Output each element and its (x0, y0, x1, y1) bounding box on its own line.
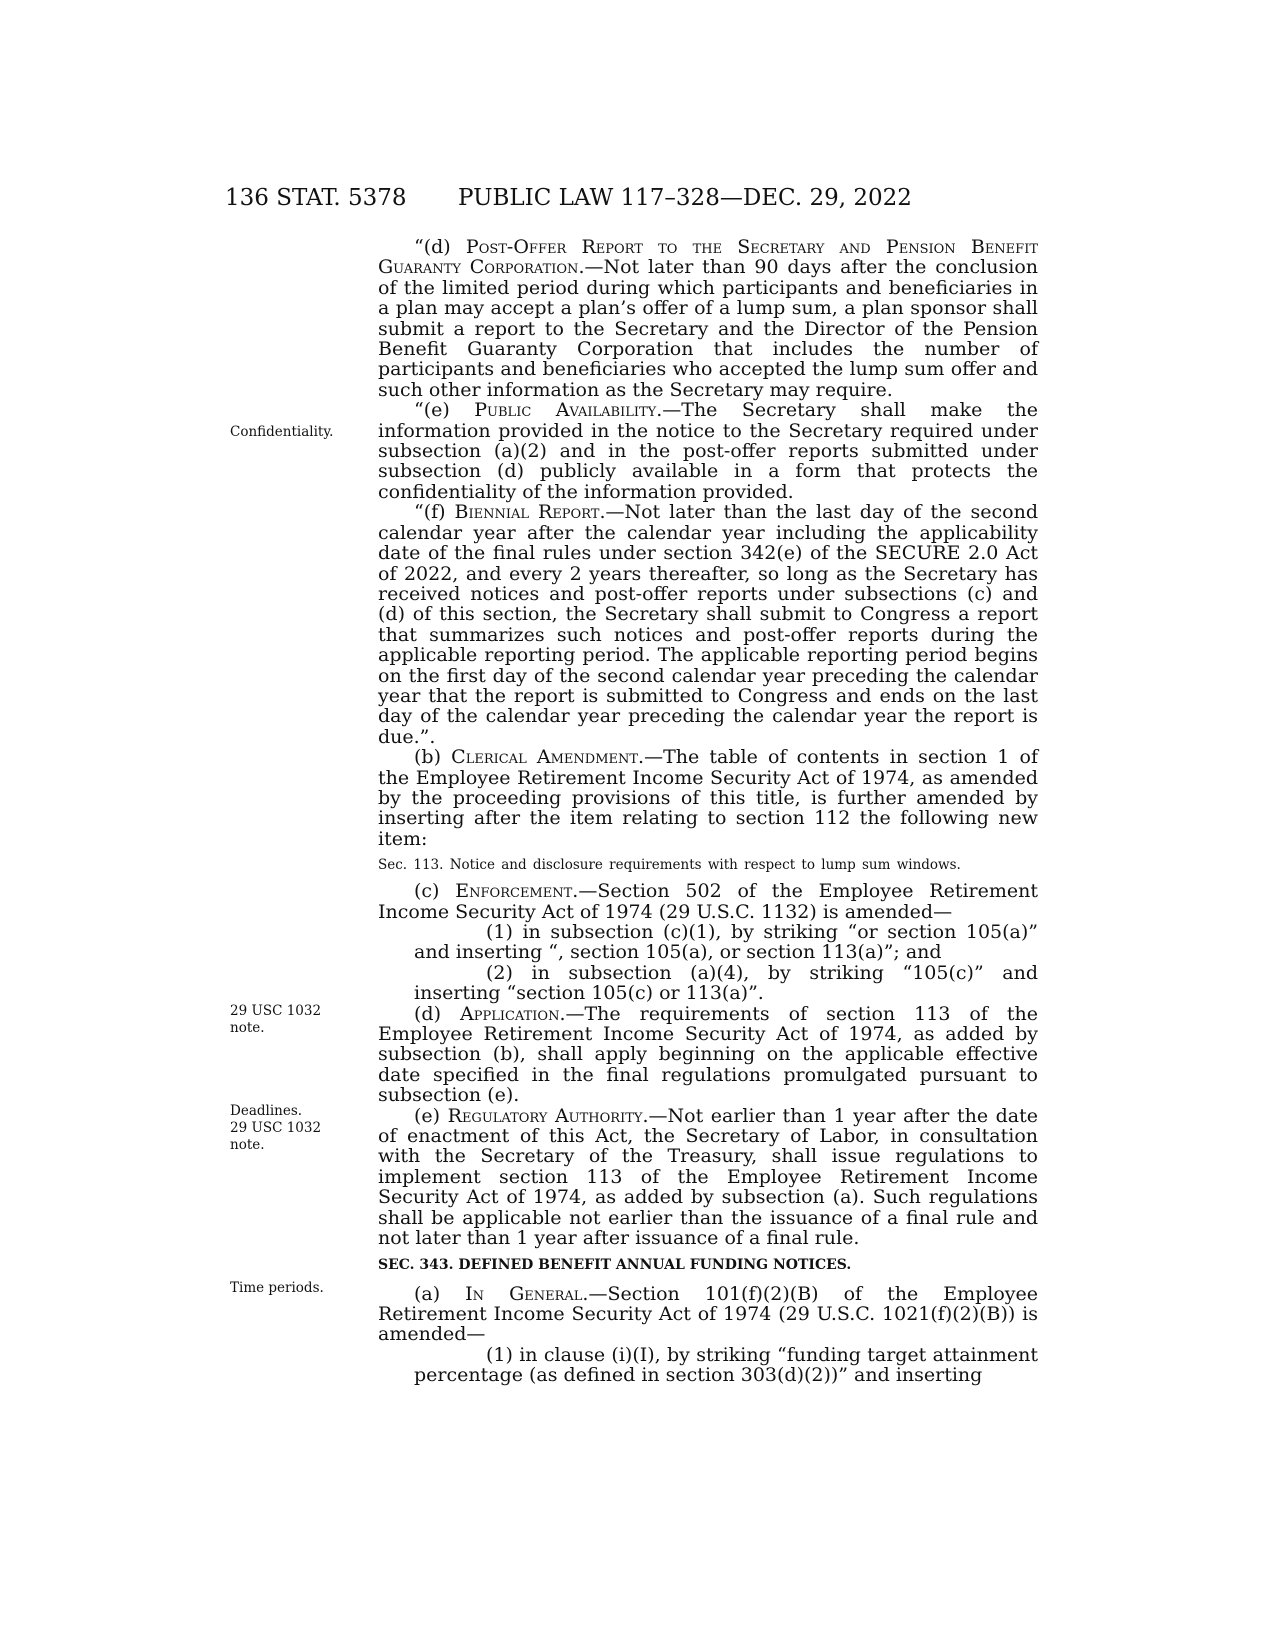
paragraph-label: (a) (414, 1282, 466, 1305)
paragraph-a-1: (1) in clause (i)(I), by striking “funding target attainment percentage (as defined in section 303(d)(2))” and inserting (414, 1343, 1038, 1387)
margin-note-confidentiality: Confidentiality. (230, 424, 334, 440)
paragraph-d-application (378, 1004, 1038, 1106)
paragraph-text: .—Section 502 of the Employee Retirement Income Security Act of 1974 (29 U.S.C. 1132) is amended— (378, 880, 1038, 923)
paragraph-label: “(f) (414, 501, 455, 524)
paragraph-label: (d) (414, 1002, 460, 1025)
paragraph-heading: Public Availability (474, 399, 657, 422)
paragraph-d-post-offer-report (378, 237, 1038, 400)
paragraph-text: .—Not later than 90 days after the conclusion of the limited period during which participants and beneficiaries in a plan may accept a plan’s offer of a lump sum, a plan sponsor shall submit a report to the Secretary and the Director of the Pension Benefit Guaranty Corporation that includes the number of participants and beneficiaries who accepted the lump sum offer and such other information as the Secretary may require. (378, 256, 1038, 401)
paragraph-heading: Application (460, 1002, 560, 1025)
paragraph-label: “(e) (414, 399, 475, 422)
paragraph-heading: Enforcement (455, 880, 573, 903)
paragraph-c-2: (2) in subsection (a)(4), by striking “105(c)” and inserting “section 105(c) or 113(a)”. (414, 961, 1038, 1005)
margin-note-line: note. (230, 1137, 265, 1153)
paragraph-f-biennial-report (378, 502, 1038, 747)
paragraph-e-public-availability (378, 400, 1038, 502)
margin-note-time-periods: Time periods. (230, 1280, 324, 1296)
paragraph-text: .—Section 101(f)(2)(B) of the Employee Retirement Income Security Act of 1974 (29 U.S.C. 1021(f)(2)(B)) is amended— (378, 1282, 1039, 1346)
margin-note-line: 29 USC 1032 (230, 1120, 322, 1136)
paragraph-text: .—Not later than the last day of the second calendar year after the calendar year including the applicability date of the final rules under section 342(e) of the SECURE 2.0 Act of 2022, and every 2 years thereafter, so long as the Secretary has received notices and post-offer reports under subsections (c) and (d) of this section, the Secretary shall submit to Congress a report that summarizes such notices and post-offer reports during the applicable reporting period. The applicable reporting period begins on the first day of the second calendar year preceding the calendar year that the report is submitted to Congress and ends on the last day of the calendar year preceding the calendar year the report is due.”. (378, 501, 1038, 748)
paragraph-heading: Biennial Report (454, 501, 600, 524)
paragraph-e-regulatory-authority (378, 1106, 1038, 1249)
margin-note-line: note. (230, 1020, 265, 1036)
margin-note-line: 29 USC 1032 (230, 1003, 322, 1019)
paragraph-c-1: (1) in subsection (c)(1), by striking “or section 105(a)” and inserting “, section 105(a), or section 113(a)”; and (414, 921, 1038, 964)
document-body (378, 237, 1038, 1386)
section-343-heading: SEC. 343. DEFINED BENEFIT ANNUAL FUNDING NOTICES. (378, 1256, 852, 1273)
margin-note-line: Deadlines. (230, 1103, 303, 1119)
paragraph-label: (e) (414, 1104, 448, 1127)
margin-note-usc-citation (230, 1003, 360, 1037)
paragraph-heading: Regulatory Authority (447, 1104, 643, 1127)
paragraph-b-clerical-amendment (378, 747, 1038, 849)
paragraph-label: (c) (414, 880, 456, 903)
paragraph-text: .—The requirements of section 113 of the Employee Retirement Income Security Act of 1974, as added by subsection (b), shall apply beginning on the applicable effective date specified in the final regulations promulgated pursuant to subsection (e). (378, 1002, 1039, 1107)
paragraph-a-in-general (378, 1284, 1038, 1345)
paragraph-label: “(d) (414, 236, 466, 258)
paragraph-c-enforcement (378, 881, 1038, 922)
paragraph-label: (b) (414, 746, 452, 769)
table-of-contents-item: Sec. 113. Notice and disclosure requirements with respect to lump sum windows. (378, 857, 961, 874)
paragraph-text: .—The Secretary shall make the information provided in the notice to the Secretary required under subsection (a)(2) and in the post-offer reports submitted under subsection (d) publicly available in a form that protects the confidentiality of the information provided. (378, 399, 1039, 503)
paragraph-heading: Clerical Amendment (451, 746, 639, 769)
paragraph-text: .—Not earlier than 1 year after the date of enactment of this Act, the Secretary of Labor, in consultation with the Secretary of the Treasury, shall issue regulations to implement section 113 of the Employee Retirement Income Security Act of 1974, as added by subsection (a). Such regulations shall be applicable not earlier than the issuance of a final rule and not later than 1 year after issuance of a final rule. (378, 1104, 1038, 1250)
public-law-header: PUBLIC LAW 117–328—DEC. 29, 2022 (458, 185, 912, 211)
statute-page-number: 136 STAT. 5378 (225, 185, 407, 211)
margin-note-deadlines (230, 1103, 360, 1154)
paragraph-heading: In General (465, 1282, 583, 1305)
paragraph-text: .—The table of contents in section 1 of the Employee Retirement Income Security Act of 1974, as amended by the proceeding provisions of this title, is further amended by inserting after the item relating to section 112 the following new item: (378, 746, 1039, 850)
paragraph-heading: Post-Offer Report to the Secretary and Pension Benefit Guaranty Corporation (378, 236, 1038, 279)
